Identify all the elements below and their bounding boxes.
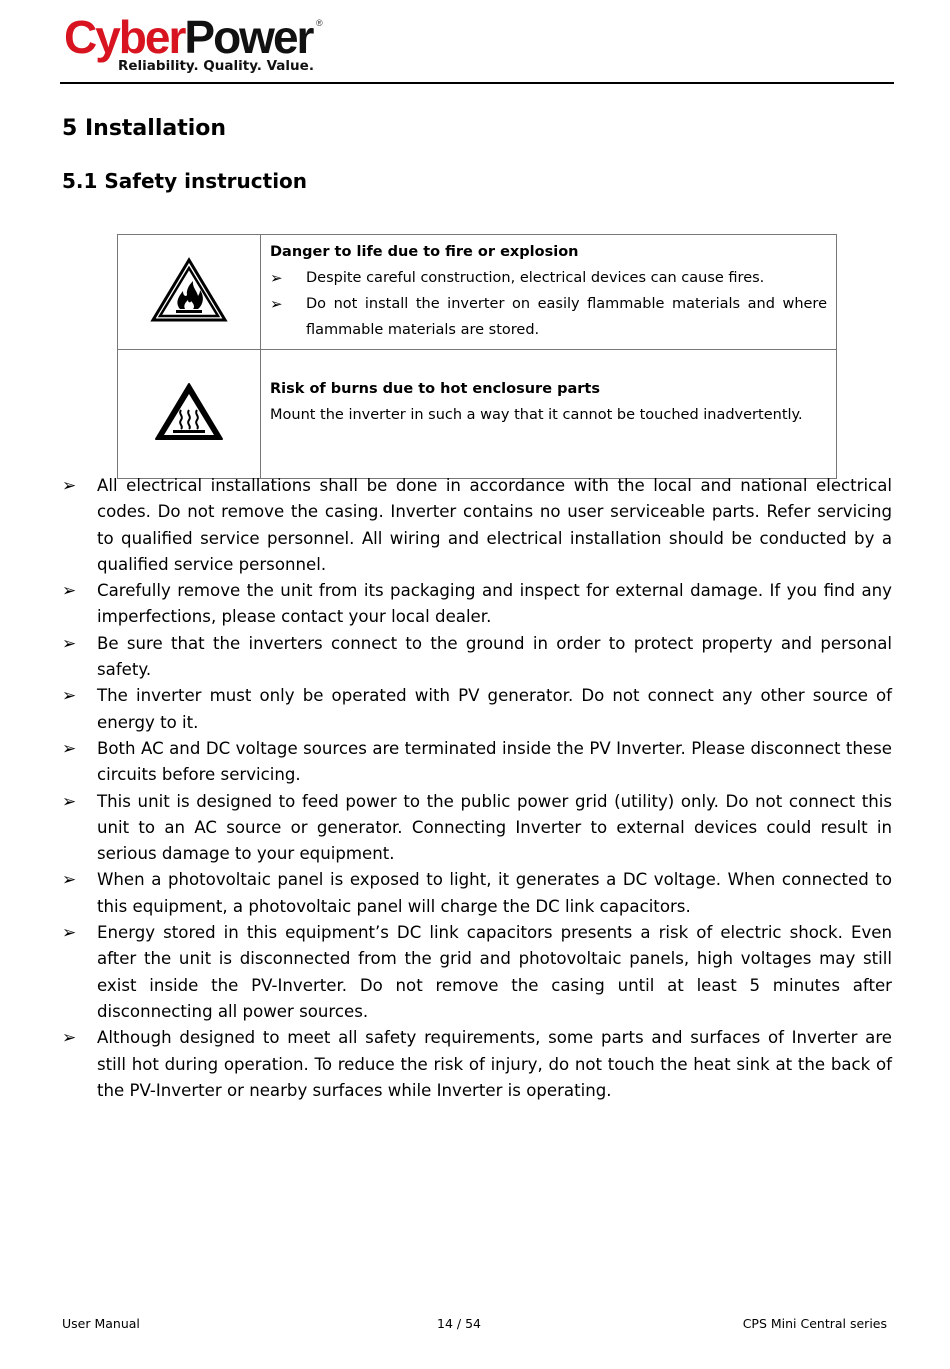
hot-surface-warning-title: Risk of burns due to hot enclosure parts bbox=[270, 381, 600, 397]
footer-page-number: 14 / 54 bbox=[437, 1316, 481, 1331]
fire-warning-bullet: ➢ Do not install the inverter on easily flammable materials and where flammable materials are stored. bbox=[270, 291, 827, 343]
bullet-arrow-icon: ➢ bbox=[62, 633, 77, 654]
list-item: ➢ This unit is designed to feed power to the public power grid (utility) only. Do not connect this unit to an AC source or generator. Connecting Inverter to external devices could result in serious damage to your equipment. bbox=[62, 789, 892, 868]
bullet-arrow-icon: ➢ bbox=[62, 870, 77, 891]
bullet-arrow-icon: ➢ bbox=[62, 923, 77, 944]
hot-surface-icon-cell bbox=[118, 350, 261, 479]
subsection-title: 5.1 Safety instruction bbox=[62, 169, 308, 193]
safety-instruction-list bbox=[62, 473, 892, 1104]
list-item: ➢ The inverter must only be operated with PV generator. Do not connect any other source of energy to it. bbox=[62, 683, 892, 736]
bullet-arrow-icon: ➢ bbox=[62, 581, 77, 602]
list-item: ➢ Energy stored in this equipment’s DC link capacitors presents a risk of electric shock. Even after the unit is disconnected from the grid and photovoltaic panels, high voltages may still exist inside the PV-Inverter. Do not remove the casing until at least 5 minutes after disconnecting all power sources. bbox=[62, 920, 892, 1025]
safety-row-hot-surface bbox=[118, 350, 837, 479]
footer-product-series: CPS Mini Central series bbox=[742, 1316, 887, 1331]
fire-warning-bullet: ➢ Despite careful construction, electrical devices can cause fires. bbox=[270, 265, 827, 291]
bullet-arrow-icon: ➢ bbox=[62, 686, 77, 707]
list-item: ➢ Although designed to meet all safety requirements, some parts and surfaces of Inverter are still hot during operation. To reduce the risk of injury, do not touch the heat sink at the back of the PV-Inverter or nearby surfaces while Inverter is operating. bbox=[62, 1025, 892, 1104]
footer-document-type: User Manual bbox=[62, 1316, 140, 1331]
logo-tagline: Reliability. Quality. Value. bbox=[118, 58, 314, 74]
trademark-symbol: ® bbox=[316, 18, 323, 28]
section-title: 5 Installation bbox=[62, 116, 227, 141]
hot-surface-warning-icon bbox=[154, 382, 224, 442]
list-item: ➢ When a photovoltaic panel is exposed to light, it generates a DC voltage. When connected to this equipment, a photovoltaic panel will charge the DC link capacitors. bbox=[62, 867, 892, 920]
safety-warning-table bbox=[117, 234, 837, 479]
list-item: ➢ Both AC and DC voltage sources are terminated inside the PV Inverter. Please disconnect these circuits before servicing. bbox=[62, 736, 892, 789]
fire-warning-text bbox=[261, 235, 837, 350]
safety-row-fire bbox=[118, 235, 837, 350]
list-item: ➢ All electrical installations shall be done in accordance with the local and national electrical codes. Do not remove the casing. Inverter contains no user serviceable parts. Refer servicing to qualified service personnel. All wiring and electrical installation should be conducted by a qualified service personnel. bbox=[62, 473, 892, 578]
fire-warning-icon bbox=[150, 257, 228, 323]
bullet-arrow-icon: ➢ bbox=[62, 738, 77, 759]
hot-surface-warning-body: Mount the inverter in such a way that it cannot be touched inadvertently. bbox=[270, 407, 803, 423]
hot-surface-warning-text bbox=[261, 350, 837, 479]
bullet-arrow-icon: ➢ bbox=[62, 791, 77, 812]
bullet-arrow-icon: ➢ bbox=[62, 476, 77, 496]
list-item: ➢ Carefully remove the unit from its packaging and inspect for external damage. If you find any imperfections, please contact your local dealer. bbox=[62, 578, 892, 631]
fire-warning-title: Danger to life due to fire or explosion bbox=[270, 244, 579, 260]
list-item: ➢ Be sure that the inverters connect to the ground in order to protect property and personal safety. bbox=[62, 631, 892, 684]
header-divider bbox=[60, 82, 894, 84]
logo-wordmark: CyberPower bbox=[64, 11, 313, 63]
cyberpower-logo bbox=[64, 12, 324, 78]
fire-icon-cell bbox=[118, 235, 261, 350]
bullet-arrow-icon: ➢ bbox=[62, 1028, 77, 1049]
